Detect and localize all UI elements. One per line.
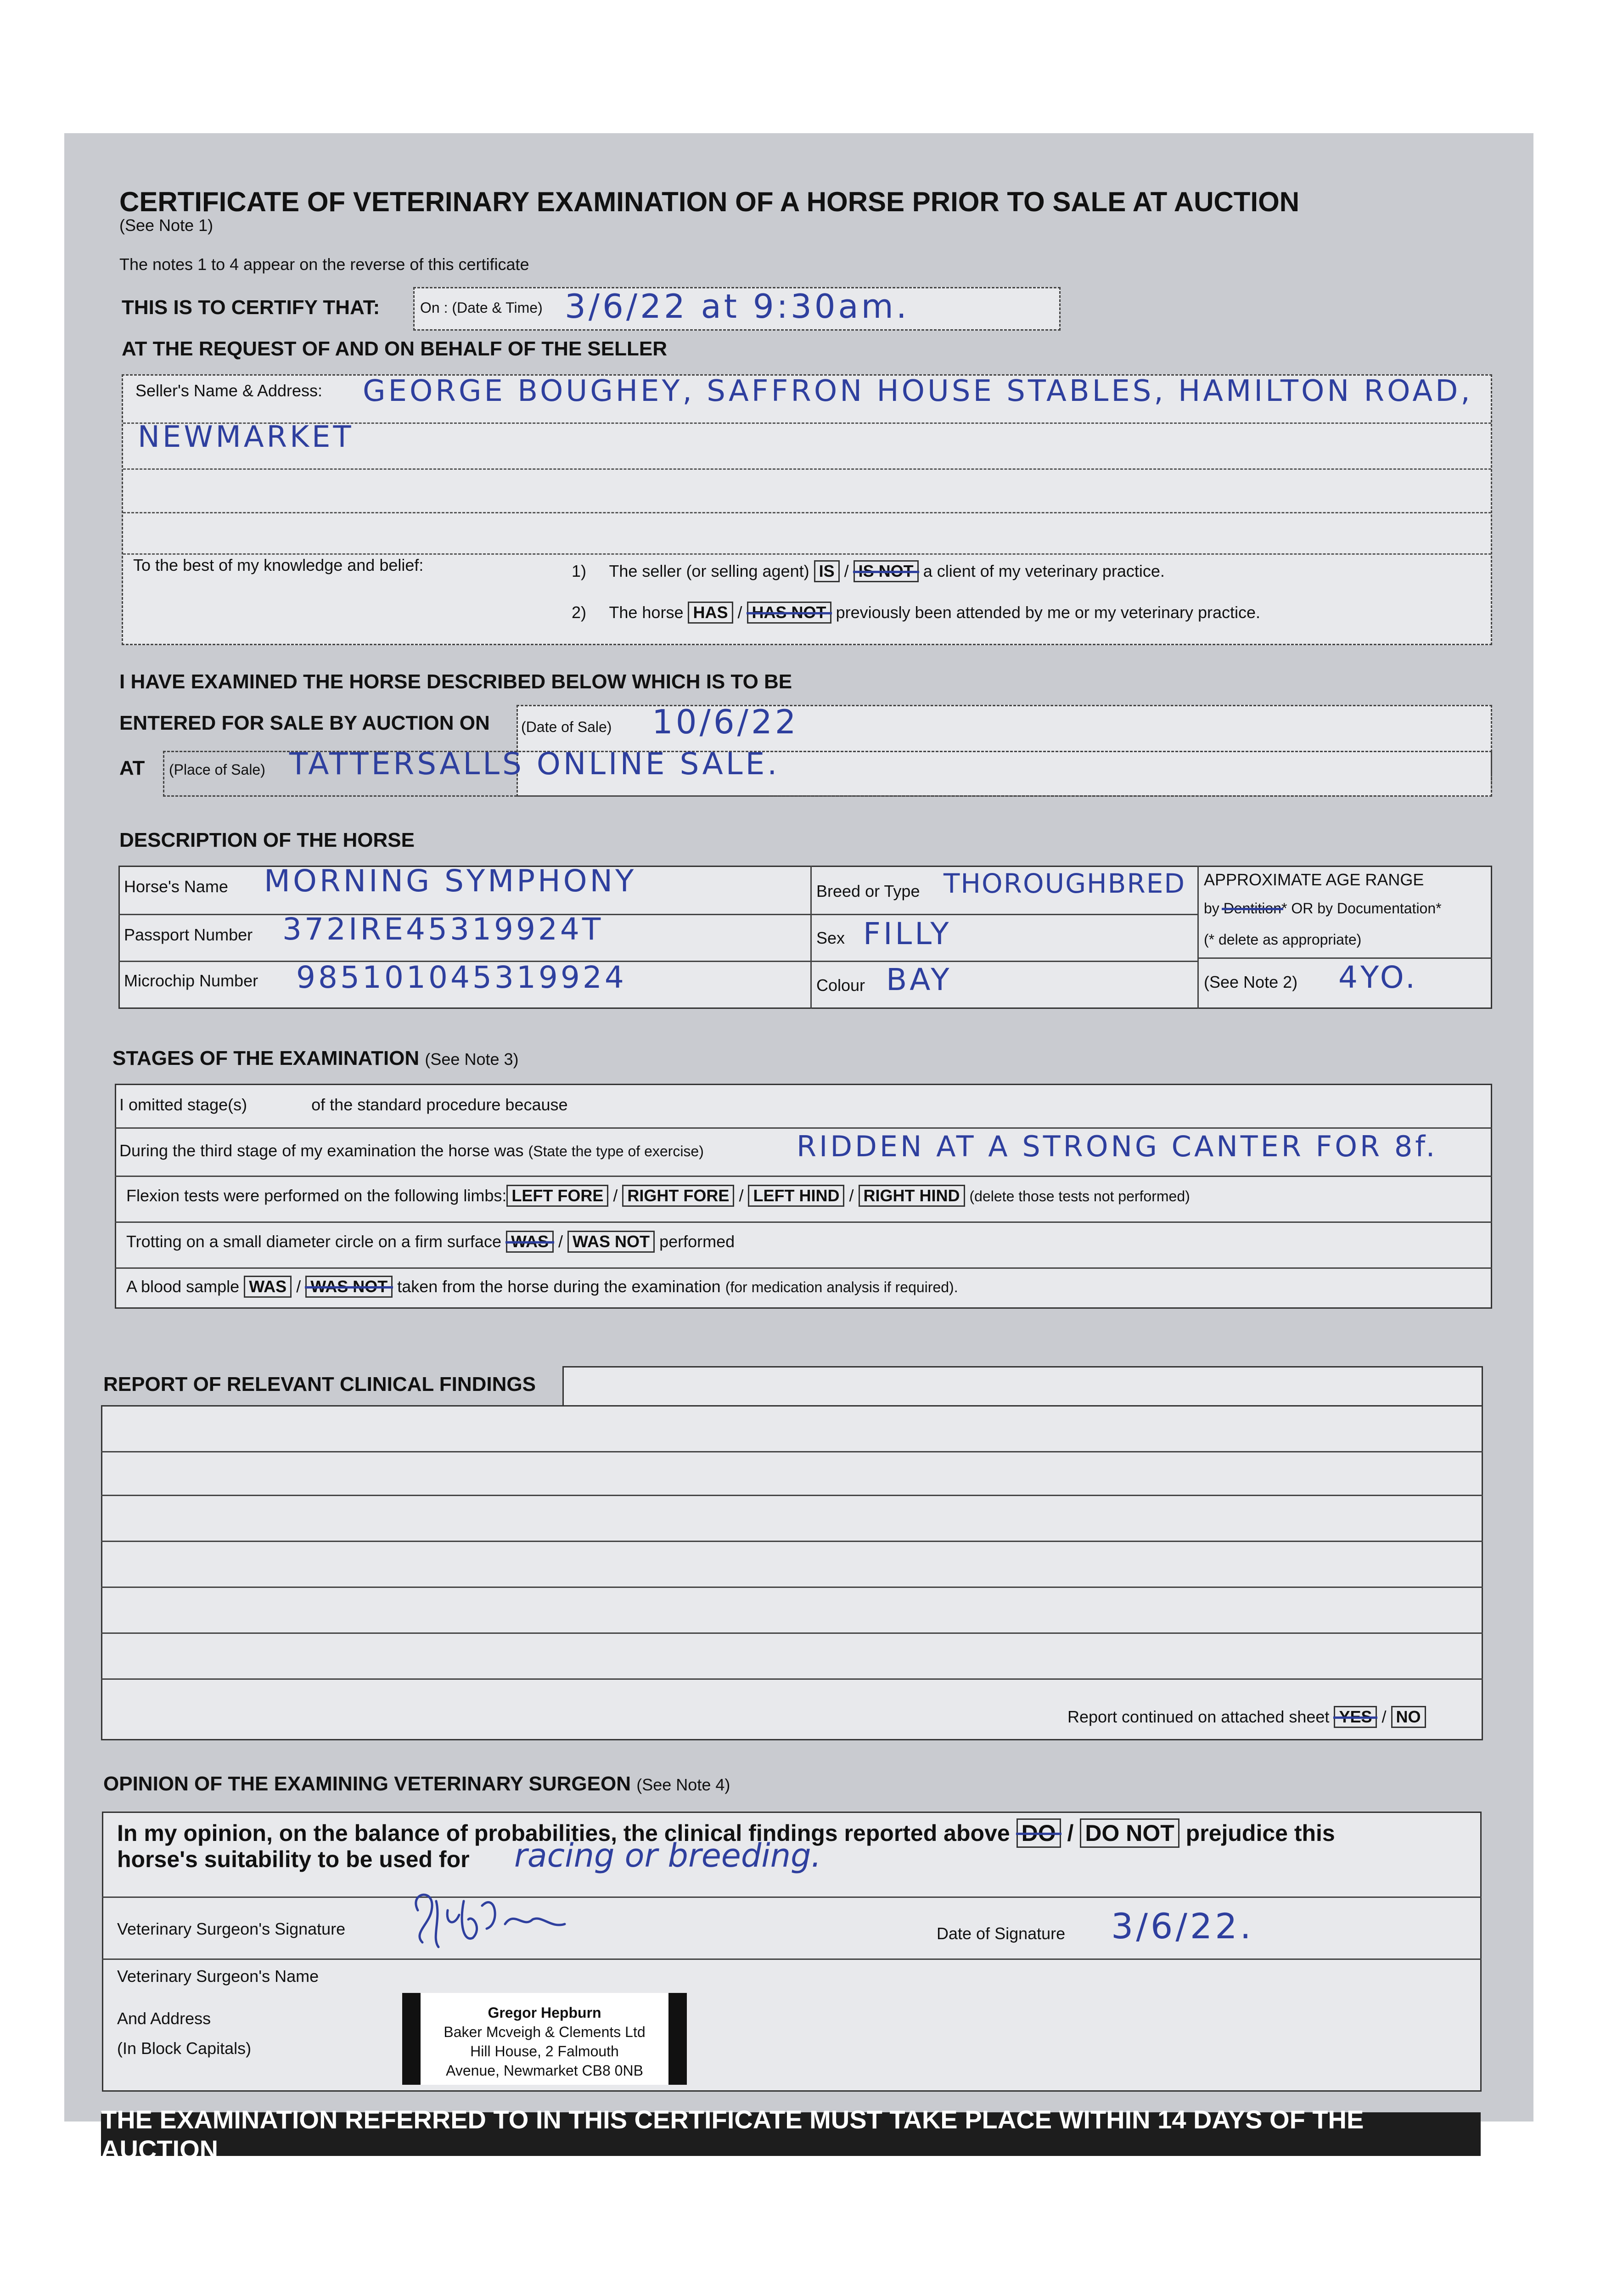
trot-was-option[interactable]: WAS: [506, 1231, 554, 1253]
opinion-line-2: horse's suitability to be used for: [117, 1846, 470, 1872]
microchip-label: Microchip Number: [124, 971, 258, 990]
blood-sample-statement: A blood sample WAS / WAS NOT taken from the horse during the examination (for medication analysis if required).: [126, 1276, 958, 1298]
certify-label: THIS IS TO CERTIFY THAT:: [122, 296, 380, 319]
stamp-address-1: Hill House, 2 Falmouth: [470, 2043, 619, 2060]
place-of-sale-label: (Place of Sale): [169, 761, 265, 778]
stamp-address-2: Avenue, Newmarket CB8 0NB: [446, 2062, 643, 2079]
stages-heading: STAGES OF THE EXAMINATION (See Note 3): [112, 1047, 519, 1069]
request-label: AT THE REQUEST OF AND ON BEHALF OF THE SELLER: [122, 338, 667, 360]
opinion-line-1: In my opinion, on the balance of probabilities, the clinical findings reported above DO / DO NOT prejudice this: [117, 1818, 1335, 1848]
date-of-signature-value: 3/6/22.: [1111, 1906, 1254, 1947]
notes-line: The notes 1 to 4 appear on the reverse of this certificate: [119, 255, 529, 274]
do-option[interactable]: DO: [1016, 1818, 1061, 1848]
at-label: AT: [119, 757, 145, 779]
horse-attended-statement: 2) The horse HAS / HAS NOT previously been attended by me or my veterinary practice.: [572, 602, 1260, 624]
sex-value: FILLY: [863, 916, 952, 951]
horse-name-value: MORNING SYMPHONY: [264, 863, 637, 899]
stamp-name: Gregor Hepburn: [488, 2004, 601, 2021]
flexion-tests: Flexion tests were performed on the following limbs: LEFT FORE / RIGHT FORE / LEFT HIND / RIGHT HIND (delete those tests not performed): [126, 1185, 1190, 1207]
colour-label: Colour: [816, 976, 865, 995]
vet-address-stamp: [402, 1993, 687, 2085]
seller-name-label: Seller's Name & Address:: [135, 381, 323, 400]
report-findings-area[interactable]: [101, 1405, 1483, 1740]
description-heading: DESCRIPTION OF THE HORSE: [119, 829, 415, 851]
place-of-sale-value: TATTERSALLS ONLINE SALE.: [289, 746, 780, 782]
suitability-value: racing or breeding.: [514, 1837, 821, 1874]
third-stage-value: RIDDEN AT A STRONG CANTER FOR 8f.: [797, 1130, 1438, 1163]
vet-name-label: Veterinary Surgeon's Name: [117, 1967, 319, 1986]
breed-value: THOROUGHBRED: [943, 868, 1186, 899]
is-not-option[interactable]: IS NOT: [854, 560, 919, 582]
report-header-box: [562, 1366, 1483, 1407]
trot-was-not-option[interactable]: WAS NOT: [567, 1231, 655, 1253]
blood-was-not-option[interactable]: WAS NOT: [305, 1276, 393, 1298]
age-value: 4YO.: [1338, 960, 1418, 995]
page-title: CERTIFICATE OF VETERINARY EXAMINATION OF A HORSE PRIOR TO SALE AT AUCTION: [119, 186, 1300, 217]
block-capitals-label: (In Block Capitals): [117, 2039, 252, 2058]
report-heading: REPORT OF RELEVANT CLINICAL FINDINGS: [103, 1373, 536, 1396]
continued-no-option[interactable]: NO: [1391, 1706, 1426, 1728]
report-continued: Report continued on attached sheet YES / NO: [1067, 1706, 1426, 1728]
microchip-value: 985101045319924: [296, 960, 627, 995]
blood-was-option[interactable]: WAS: [244, 1276, 292, 1298]
age-heading: APPROXIMATE AGE RANGE: [1204, 870, 1424, 889]
left-hind-option[interactable]: LEFT HIND: [748, 1185, 844, 1207]
date-of-sale-label: (Date of Sale): [521, 719, 612, 735]
continued-yes-option[interactable]: YES: [1334, 1706, 1377, 1728]
seller-client-statement: 1) The seller (or selling agent) IS / IS NOT a client of my veterinary practice.: [572, 560, 1165, 582]
third-stage-label: During the third stage of my examination the horse was (State the type of exercise): [119, 1141, 704, 1160]
passport-value: 372IRE45319924T: [282, 912, 604, 947]
examined-label: I HAVE EXAMINED THE HORSE DESCRIBED BELOW WHICH IS TO BE: [119, 670, 792, 693]
age-see-note: (See Note 2): [1204, 973, 1298, 991]
vet-address-label: And Address: [117, 2009, 211, 2028]
date-time-label: On : (Date & Time): [420, 299, 543, 316]
right-fore-option[interactable]: RIGHT FORE: [622, 1185, 734, 1207]
seller-address-line-1: GEORGE BOUGHEY, SAFFRON HOUSE STABLES, HAMILTON ROAD,: [363, 374, 1473, 408]
stamp-practice: Baker Mcveigh & Clements Ltd: [444, 2024, 646, 2040]
signature-label: Veterinary Surgeon's Signature: [117, 1919, 346, 1938]
seller-address-line-2: NEWMARKET: [138, 420, 354, 454]
opinion-heading: OPINION OF THE EXAMINING VETERINARY SURGEON (See Note 4): [103, 1773, 730, 1795]
knowledge-label: To the best of my knowledge and belief:: [133, 556, 424, 574]
do-not-option[interactable]: DO NOT: [1080, 1818, 1179, 1848]
age-method: by Dentition* OR by Documentation*: [1204, 900, 1442, 917]
sex-label: Sex: [816, 929, 845, 947]
date-of-sale-value: 10/6/22: [652, 703, 799, 741]
date-of-signature-label: Date of Signature: [937, 1924, 1066, 1943]
colour-value: BAY: [886, 962, 952, 997]
horse-name-label: Horse's Name: [124, 877, 228, 896]
has-not-option[interactable]: HAS NOT: [747, 602, 831, 624]
age-delete-note: (* delete as appropriate): [1204, 931, 1362, 948]
footer-banner: THE EXAMINATION REFERRED TO IN THIS CERTIFICATE MUST TAKE PLACE WITHIN 14 DAYS OF THE AUCTION: [101, 2112, 1481, 2156]
has-option[interactable]: HAS: [688, 602, 733, 624]
trotting-statement: Trotting on a small diameter circle on a firm surface WAS / WAS NOT performed: [126, 1231, 735, 1253]
vet-signature: [404, 1883, 588, 1956]
right-hind-option[interactable]: RIGHT HIND: [859, 1185, 965, 1207]
left-fore-option[interactable]: LEFT FORE: [506, 1185, 608, 1207]
entered-label: ENTERED FOR SALE BY AUCTION ON: [119, 712, 490, 734]
see-note-1: (See Note 1): [119, 216, 213, 235]
dentition-option[interactable]: Dentition: [1223, 900, 1281, 917]
date-time-value: 3/6/22 at 9:30am.: [565, 287, 910, 326]
is-option[interactable]: IS: [814, 560, 840, 582]
breed-label: Breed or Type: [816, 882, 920, 900]
passport-label: Passport Number: [124, 925, 253, 944]
omitted-stages-label: I omitted stage(s) of the standard procedure because: [119, 1095, 568, 1114]
